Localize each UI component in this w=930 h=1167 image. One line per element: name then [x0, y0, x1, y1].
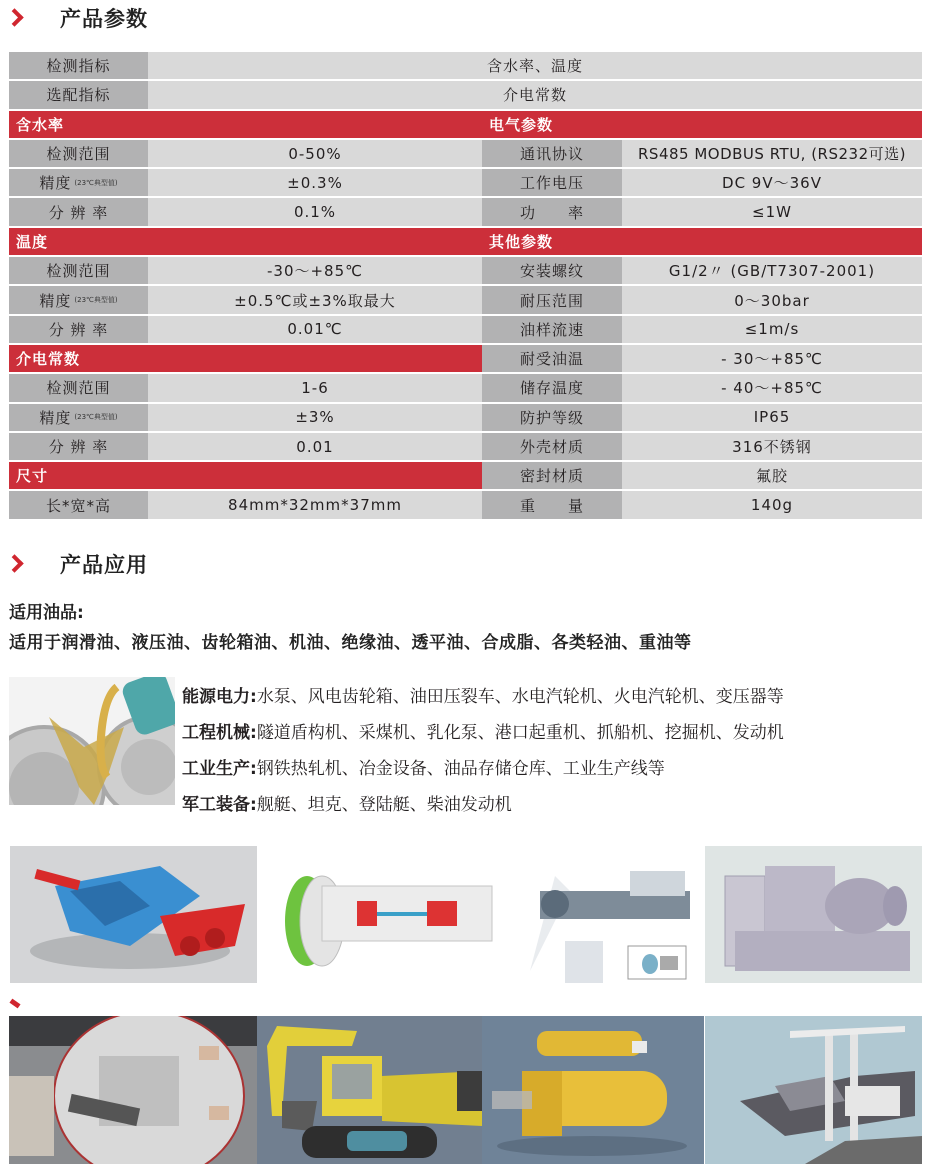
- label-text: 精度: [39, 174, 72, 193]
- oils-label: 适用油品:: [9, 603, 84, 623]
- row-value: - 40～+85℃: [622, 374, 922, 401]
- row-label: [9, 404, 148, 431]
- excavator-image: [257, 1016, 482, 1164]
- row-label: 安装螺纹: [482, 257, 622, 284]
- row-label: [9, 286, 148, 313]
- application-text: 隧道盾构机、采煤机、乳化泵、港口起重机、抓船机、挖掘机、发动机: [256, 722, 784, 743]
- section-header-apps: [8, 546, 148, 582]
- row-label: 工作电压: [482, 169, 622, 196]
- row-label: 检测范围: [9, 140, 148, 167]
- application-item: [182, 676, 784, 712]
- table-row: [9, 286, 922, 315]
- section-title: 产品应用: [60, 553, 148, 577]
- row-label: 检测范围: [9, 257, 148, 284]
- row-value: 介电常数: [148, 81, 922, 108]
- application-item: [182, 712, 784, 748]
- coal-mining-machine-image: [10, 846, 257, 983]
- row-value: DC 9V～36V: [622, 169, 922, 196]
- table-row: [9, 462, 922, 491]
- application-text: 舰艇、坦克、登陆艇、柴油发动机: [256, 794, 512, 815]
- table-row: [9, 374, 922, 403]
- row-label: 密封材质: [482, 462, 622, 489]
- row-label: 储存温度: [482, 374, 622, 401]
- table-row: [9, 345, 922, 374]
- application-list: [182, 676, 784, 820]
- wind-turbine-gearbox-image: [510, 846, 698, 983]
- table-row: [9, 316, 922, 345]
- row-value: 0.01: [148, 433, 482, 460]
- label-note: (23℃典型值): [74, 296, 118, 305]
- row-value: 0.1%: [148, 198, 482, 225]
- chevron-right-icon: [8, 554, 24, 574]
- row-label: [9, 169, 148, 196]
- table-row: [9, 257, 922, 286]
- table-row: [9, 491, 922, 520]
- port-crane-ship-image: [705, 1016, 922, 1164]
- row-label: 耐压范围: [482, 286, 622, 313]
- table-row: [9, 81, 922, 110]
- group-title-other: 其他参数: [482, 228, 922, 255]
- row-value: 0～30bar: [622, 286, 922, 313]
- tunnel-boring-machine-image: [277, 846, 499, 983]
- row-label: 检测指标: [9, 52, 148, 79]
- section-header-params: [8, 0, 148, 36]
- row-value: 316不锈钢: [622, 433, 922, 460]
- row-label: 分 辨 率: [9, 198, 148, 225]
- row-value: -30～+85℃: [148, 257, 482, 284]
- gear-oil-image: [9, 677, 175, 805]
- row-value: G1/2〃 (GB/T7307-2001): [622, 257, 922, 284]
- chiller-compressor-image: [482, 1016, 704, 1164]
- row-label: 选配指标: [9, 81, 148, 108]
- group-title-size: 尺寸: [9, 462, 482, 489]
- row-label: 检测范围: [9, 374, 148, 401]
- row-label: 功 率: [482, 198, 622, 225]
- row-label: 长*宽*高: [9, 491, 148, 518]
- group-title-moisture: 含水率: [9, 111, 482, 138]
- row-value: 140g: [622, 491, 922, 518]
- label-text: 精度: [39, 408, 72, 427]
- group-title-temperature: 温度: [9, 228, 482, 255]
- application-item: [182, 784, 784, 820]
- application-item: [182, 748, 784, 784]
- row-value: IP65: [622, 404, 922, 431]
- row-value: ±0.5℃或±3%取最大: [148, 286, 482, 313]
- table-row: [9, 198, 922, 227]
- row-value: ±0.3%: [148, 169, 482, 196]
- row-value: 1-6: [148, 374, 482, 401]
- row-label: 油样流速: [482, 316, 622, 343]
- row-label: 耐受油温: [482, 345, 622, 372]
- group-title-electrical: 电气参数: [482, 111, 922, 138]
- label-note: (23℃典型值): [74, 413, 118, 422]
- section-title: 产品参数: [60, 7, 148, 31]
- table-row: [9, 52, 922, 81]
- application-category: 能源电力:: [182, 686, 257, 707]
- row-value: ≤1W: [622, 198, 922, 225]
- table-row: [9, 140, 922, 169]
- steam-turbine-image: [705, 846, 922, 983]
- row-label: 分 辨 率: [9, 316, 148, 343]
- table-row: [9, 433, 922, 462]
- group-header-row: [9, 228, 922, 257]
- row-value: ≤1m/s: [622, 316, 922, 343]
- row-label: 通讯协议: [482, 140, 622, 167]
- chevron-right-icon: [8, 8, 24, 28]
- application-category: 工业生产:: [182, 758, 257, 779]
- table-row: [9, 169, 922, 198]
- row-value: 氟胶: [622, 462, 922, 489]
- row-label: 外壳材质: [482, 433, 622, 460]
- label-text: 精度: [39, 291, 72, 310]
- row-value: ±3%: [148, 404, 482, 431]
- spec-table: [9, 52, 922, 521]
- row-label: 重 量: [482, 491, 622, 518]
- row-value: 84mm*32mm*37mm: [148, 491, 482, 518]
- row-value: RS485 MODBUS RTU, (RS232可选): [622, 140, 922, 167]
- row-value: 0-50%: [148, 140, 482, 167]
- row-value: 含水率、温度: [148, 52, 922, 79]
- group-title-dielectric: 介电常数: [9, 345, 482, 372]
- table-row: [9, 404, 922, 433]
- row-value: - 30～+85℃: [622, 345, 922, 372]
- chevron-right-icon: [9, 999, 20, 1009]
- oils-text: 适用于润滑油、液压油、齿轮箱油、机油、绝缘油、透平油、合成脂、各类轻油、重油等: [9, 633, 692, 653]
- label-note: (23℃典型值): [74, 178, 118, 187]
- row-value: 0.01℃: [148, 316, 482, 343]
- row-label: 防护等级: [482, 404, 622, 431]
- application-category: 军工装备:: [182, 794, 257, 815]
- application-text: 水泵、风电齿轮箱、油田压裂车、水电汽轮机、火电汽轮机、变压器等: [256, 686, 784, 707]
- application-category: 工程机械:: [182, 722, 257, 743]
- row-label: 分 辨 率: [9, 433, 148, 460]
- shield-machine-interior-image: [9, 1016, 257, 1164]
- application-text: 钢铁热轧机、冶金设备、油品存储仓库、工业生产线等: [256, 758, 665, 779]
- group-header-row: [9, 111, 922, 140]
